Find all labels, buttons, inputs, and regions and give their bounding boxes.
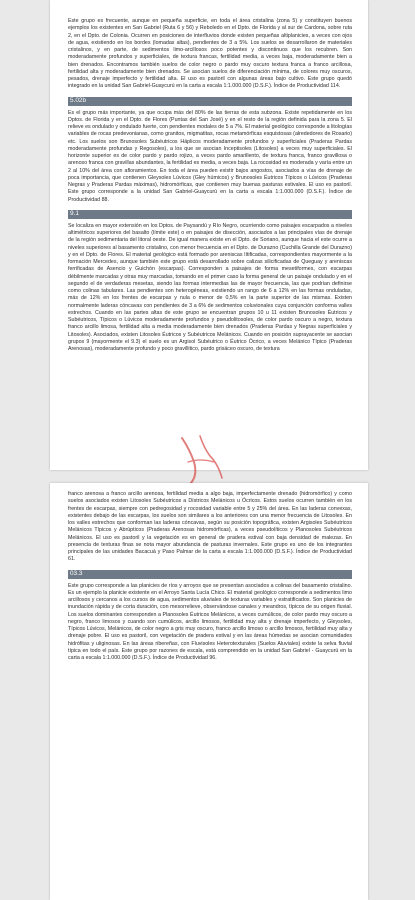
section-502b-text: Es el grupo más importante, ya que ocupa más del 80% de las tierras de esta subzona. Existe repetidamente en los Dptos. de Florida y en el Dpto. de Flores (Puntas del San José) y en el resto de la región definida para la zona 5. El relieve es ondulado y ondulado fuerte, con pendientes modales de 5 a 7%. El material geológico corresponde a litologías variables de rocas predevonianas, como granitos, migmatitas, rocas metamórficas esquistosas (alrededores de Rosario) etc. Los suelos son Brunosoles Subéutricos Háplicos moderadamente profundos y superficiales (Praderas Pardas moderadamente profundas y Regosoles), a los que se asocian Inceptisoles (Litosoles) a veces muy superficiales. El horizonte superior es de color pardo y pardo rojizo, a veces pardo amarillento, de textura franca, franco gravillosa o arenoso franca con gravillas abundantes, la fertilidad es media, a veces baja. La rocosidad es moderada y varía entre un 2 al 10% del área con afloramientos. En toda el área pueden existir bajos angostos, asociados a vías de drenaje de poca importancia, que contienen Gleysoles Lúvicos (Gley húmicos) y Brunosoles Éutricos Típicos o Lúvicos (Praderas Negras y Praderas Pardas máximas), hidromórficas, que contienen muy buenas pasturas estivales. El uso es pastoril. Este grupo corresponde a la unidad San Gabriel-Guaycurú en la carta a escala 1:1.000.000 (D.S.F.). Índice de Productividad 88. — [68, 109, 352, 203]
section-header-502b: 5.02b — [68, 97, 352, 106]
continuation-paragraph: franco arenosa a franco arcillo arenosa, fertilidad media a algo baja, imperfectamente drenado (hidromórfico) y como suelos asociados existen Litosoles Subéutricos a Dístricos Melánicos u Ócricos. Estos suelos ocurren también en los frentes de escarpas, siempre con pedregosidad y rocosidad variable entre 5 y 25% del área. En las laderas convexas, existentes debajo de las escarpas, los suelos son similares a los anteriores con una menor frecuencia de Litosoles. En los valles estrechos que conforman las laderas cóncavas, según su posición topográfica, existen Argisoles Subéutricos Melánicos Típicos y Abrúpticos (Praderas Arenosas hidromórficas), a veces pseudolíticos y Planosoles Subéutricos Melánicos. El uso es pastoril y la vegetación es en general de pradera estival con baja densidad de malezas. En presencia de texturas finas se nota mayor abundancia de pasturas invernales. Este grupo es uno de los integrantes principales de las unidades Bacacuá y Paso Palmar de la carta a escala 1:1.000.000 (D.S.F.). Índice de Productividad 61. — [68, 491, 352, 563]
intro-paragraph: Este grupo es frecuente, aunque en pequeña superficie, en toda el área cristalina (zona 5) y constituyen buenos ejemplos los existentes en San Gabriel (Ruta 6 y 56) y Reboledo en el Dpto. de Florida y al sur de Cardona, sobre ruta 2, en el Dpto. de Colonia. Ocurren en posiciones de interfluvios donde existen pequeñas altiplanicies, a veces con ojos de agua, existiendo en los bordes (lomadas altas), pendientes de 3 a 5%. Los suelos se desarrollaron de materiales cristalinos, y en parte, de sedimentos limo-arcillosos poco potentes y discontinuos que los recubren. Son moderadamente profundos y superficiales, de textura francas, fertilidad media, a veces baja, moderadamente bien a bien drenados. Encontramos también suelos de color negro o pardo muy oscuro textura franca a franco arcillosa, fertilidad alta y moderadamente bien drenados. Se asocian suelos de diferenciación mínima, de colores muy oscuros, pesados, drenaje imperfecto y fertilidad alta. El uso es pastoril con algunas áreas bajo cultivo. Este grupo quedó integrado en la unidad San Gabriel-Guaycurú en la carta a escala 1:1.000.000 (D.S.F.). Índice de Productividad 114. — [68, 18, 352, 90]
section-033-text: Este grupo corresponde a las planicies de ríos y arroyos que se presentan asociados a colinas del basamento cristalino. Es un ejemplo la planicie existente en el Arroyo Santa Lucía Chico. El material geológico corresponde a sedimentos limo arcillosos y cercanos a los cursos de agua, sedimentos aluviales de texturas variables y estratificados. Son planicies de inundación rápida y de corta duración, con mesorrelieve, observándose canales y meandros, típicos de su origen fluvial. Los suelos dominantes corresponden a Planosoles Éutricos Melánicos, a veces cumúlicos, de color pardo muy oscuro a negro, franco limosos y cuando son cumúlicos, arcillo limosos, fertilidad muy alta y drenaje imperfecto, y Gleysoles, Típicos Lúvicos, Melánicos, de color negro a gris muy oscuro, franco arcillo limoso o arcillo limosos, fertilidad muy alta y drenaje pobre. El uso es pastoril, con vegetación de pradera estival y en las áreas húmedas se asocian comunidades hidrófitas y uliginosas. En las áreas ribereñas, con Fluvisoles Heterotexturales (Suelos Aluviales) existe la selva fluvial típica en todo el país. Este grupo por razones de escala, está comprendido en la unidad San Gabriel - Guaycurú en la carta a escala 1:1.000.000 (D.S.F.). Índice de Productividad 96. — [68, 582, 352, 661]
document-page-1 — [50, 0, 368, 470]
document-page-2 — [50, 483, 368, 900]
section-header-033: 03.3 — [68, 570, 352, 579]
section-header-91: 9.1 — [68, 210, 352, 219]
section-91-text: Se localiza en mayor extensión en los Dptos. de Paysandú y Río Negro, ocurriendo como paisajes escarpados a niveles altimétricos superiores del basalto (límite este) o en paisajes de disección, asociados a las principales vías de drenaje de la región sedimentaria del litoral oeste. De igual manera existe en el Dpto. de Soriano, aunque hacia el este ocurre a niveles superiores al basamento cristalino, con menor frecuencia en el Dpto. de Durazno (Cuchilla Grande del Durazno) y en el Dpto. de Flores. El material geológico está formado por areniscas lítificadas, correspondientes mayormente a la formación Mercedes, aunque también este grupo está desarrollado sobre calizas silicificadas de Queguay y areniscas ferrificadas de Asencio y Guichón (escarpas). Corresponden a paisajes de forma mesetiformes, con escarpas débilmente marcadas y otras muy marcadas, tomando en el primer caso la forma general de un paisaje ondulado y en el segundo el de verdaderas mesetas, siendo las formas intermedias las de mayor frecuencia, las que podrían definirse como colinas tabulares. Las pendientes son heterogéneas, existiendo un rango de 6 a 12% en las formas onduladas, más de 12% en los frentes de escarpas y nula o menor de 0,5% en la parte superior de las mismas. Existen normalmente laderas cóncavas con pendientes de 3 a 6% de sedimentos coluvionales cuya conjunción conforma valles estrechos. Cuando en las partes altas de este grupo se encuentran grupos 10 u 11 existen Brunosoles Éutricos y Subéutricos, Típicos o Lúvicos moderadamente profundos y pseudolitosoles, de color pardo oscuro a negro, textura franco arcillo limosa, fertilidad alta a media moderadamente bien drenados (Praderas Pardas y Negras superficiales y Litosoles). Asociados, existen Litosoles Éutricos y Subéutricos Melánicos. Cuando en posición suprayacente se asocian grupos 9 (mayormente el 9.3) el suelo es un Argisol Subéutrico o Éutrico Ócrico, a veces Melánico Típico (Praderas Arenosas), moderadamente profundo y poco gravillitico, pardo grisáceo oscuro, de textura — [68, 222, 352, 352]
